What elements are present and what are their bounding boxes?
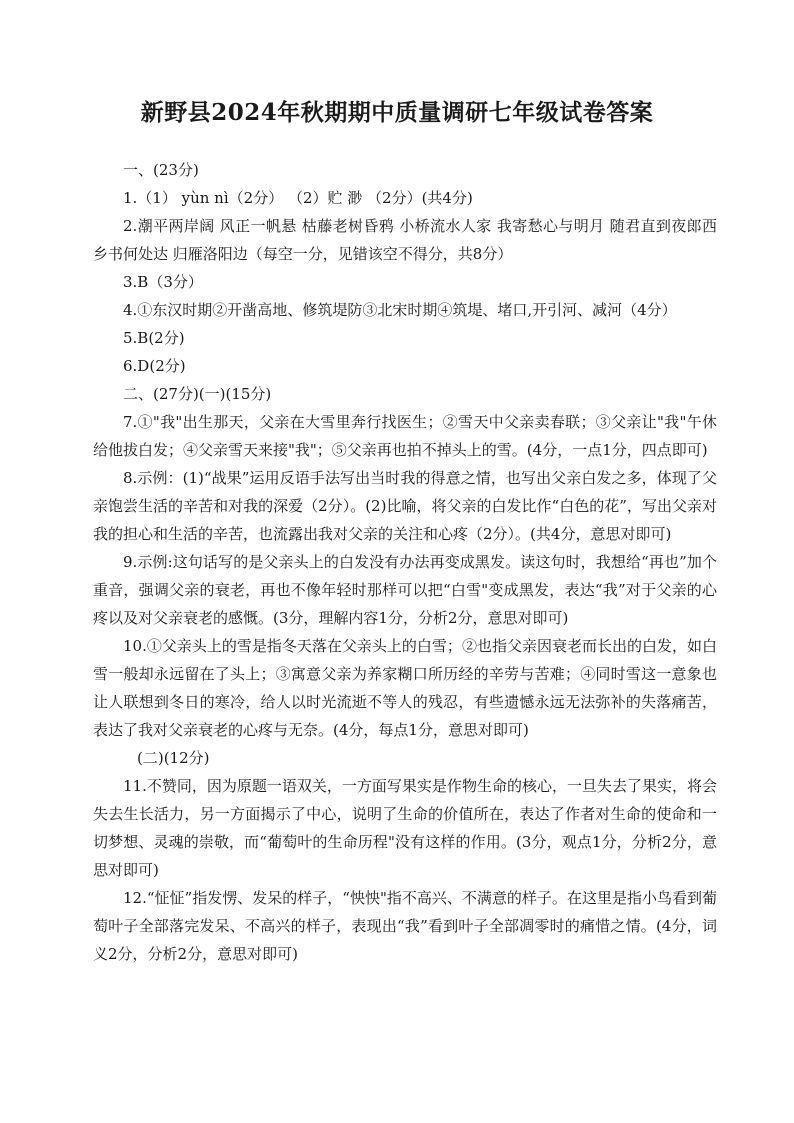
answer-7: 7.①"我"出生那天，父亲在大雪里奔行找医生；②雪天中父亲卖春联；③父亲让"我"午休给他拔白发；④父亲雪天来接"我"；⑤父亲再也拍不掉头上的雪。(4分，一点1分，四点即可) <box>93 413 717 459</box>
answer-3: 3.B（3分） <box>123 273 203 291</box>
answer-5: 5.B(2分) <box>123 329 185 347</box>
answer-11: 11.不赞同，因为原题一语双关，一方面写果实是作物生命的核心，一旦失去了果实，将会失去生长活力，另一方面揭示了中心，说明了生命的价值所在，表达了作者对生命的使命和一切梦想、灵魂的崇敬，而“葡萄叶的生命历程"没有这样的作用。(3分，观点1分，分析2分，意思对即可) <box>93 777 717 879</box>
section-two-heading: 二、(27分)(一)(15分) <box>123 385 272 403</box>
section-one-heading: 一、(23分) <box>123 161 199 179</box>
answer-4: 4.①东汉时期②开凿高地、修筑堤防③北宋时期④筑堤、堵口,开引河、减河（4分） <box>123 301 677 319</box>
answer-12: 12.“怔怔”指发愣、发呆的样子，“怏怏"指不高兴、不满意的样子。在这里是指小鸟看到葡萄叶子全部落完发呆、不高兴的样子，表现出“我”看到叶子全部凋零时的痛惜之情。(4分，词义2分，分析2分，意思对即可) <box>93 889 717 963</box>
answer-9: 9.示例:这句话写的是父亲头上的白发没有办法再变成黑发。读这句时，我想给“再也”加个重音，强调父亲的衰老，再也不像年轻时那样可以把“白雪"变成黑发，表达“我”对于父亲的心疼以及对父亲衰老的感慨。(3分，理解内容1分，分析2分，意思对即可) <box>93 553 717 627</box>
answer-8: 8.示例：(1)“战果”运用反语手法写出当时我的得意之情，也写出父亲白发之多，体现了父亲饱尝生活的辛苦和对我的深爱（2分）。(2)比喻，将父亲的白发比作“白色的花”，写出父亲对我的担心和生活的辛苦，也流露出我对父亲的关注和心疼（2分）。(共4分，意思对即可) <box>93 469 717 543</box>
page-title: 新野县2024年秋期期中质量调研七年级试卷答案 <box>140 99 654 126</box>
subsection-two-heading: (二)(12分) <box>137 749 210 767</box>
answer-1: 1.（1） yùn nì（2分） （2）贮 渺 （2分）(共4分) <box>123 189 473 207</box>
answer-body <box>93 156 717 968</box>
answer-6: 6.D(2分) <box>123 357 186 375</box>
answer-10: 10.①父亲头上的雪是指冬天落在父亲头上的白雪；②也指父亲因衰老而长出的白发，如白雪一般却永远留在了头上；③寓意父亲为养家糊口所历经的辛劳与苦难；④同时雪这一意象也让人联想到冬日的寒冷，给人以时光流逝不等人的残忍，有些遗憾永远无法弥补的失落痛苦，表达了我对父亲衰老的心疼与无奈。(4分，每点1分，意思对即可) <box>93 637 717 739</box>
answer-2: 2.潮平两岸阔 风正一帆悬 枯藤老树昏鸦 小桥流水人家 我寄愁心与明月 随君直到夜郎西 乡书何处达 归雁洛阳边（每空一分，见错该空不得分，共8分） <box>93 217 717 263</box>
